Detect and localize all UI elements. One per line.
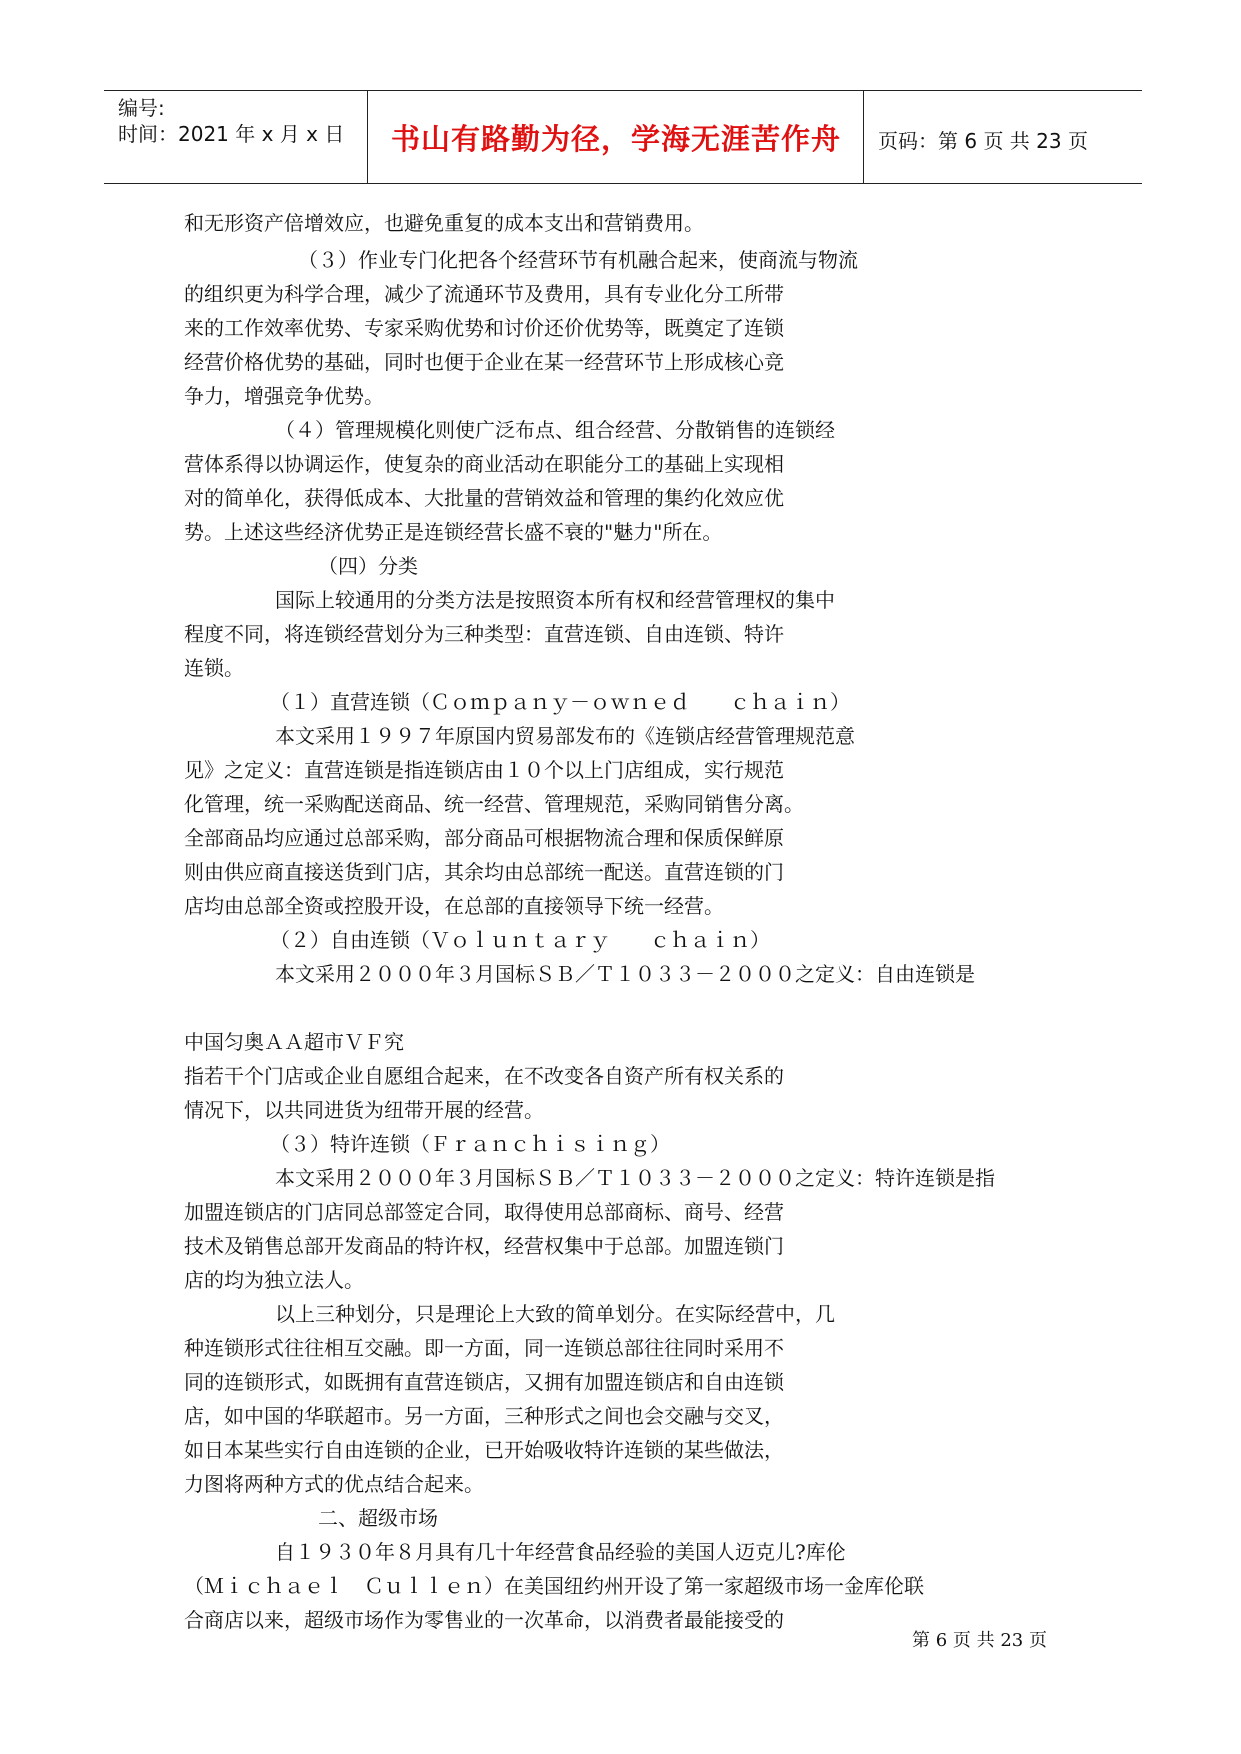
text-line: 的组织更为科学合理，减少了流通环节及费用，具有专业化分工所带 [184, 282, 784, 306]
header-page-code [864, 91, 1142, 183]
text-line: 和无形资产倍增效应，也避免重复的成本支出和营销费用。 [184, 211, 704, 235]
text-line: 自１９３０年８月具有几十年经营食品经验的美国人迈克儿?库伦 [275, 1540, 846, 1564]
text-line: 见》之定义：直营连锁是指连锁店由１０个以上门店组成，实行规范 [184, 758, 784, 782]
section-heading: （四）分类 [318, 554, 418, 578]
text-line: （Ｍｉｃｈａｅｌ Ｃｕｌｌｅｎ）在美国纽约州开设了第一家超级市场一金库伦联 [184, 1574, 924, 1598]
text-line: 以上三种划分，只是理论上大致的简单划分。在实际经营中，几 [275, 1302, 835, 1326]
header-motto [369, 91, 864, 183]
text-line: 指若干个门店或企业自愿组合起来，在不改变各自资产所有权关系的 [184, 1064, 784, 1088]
text-line: 同的连锁形式，如既拥有直营连锁店，又拥有加盟连锁店和自由连锁 [184, 1370, 784, 1394]
text-line: 店，如中国的华联超市。另一方面，三种形式之间也会交融与交叉， [184, 1404, 784, 1428]
text-line: 营体系得以协调运作，使复杂的商业活动在职能分工的基础上实现相 [184, 452, 784, 476]
text-line: 争力，增强竞争优势。 [184, 384, 384, 408]
text-line: 经营价格优势的基础，同时也便于企业在某一经营环节上形成核心竞 [184, 350, 784, 374]
text-line: 对的简单化，获得低成本、大批量的营销效益和管理的集约化效应优 [184, 486, 784, 510]
text-line: 店的均为独立法人。 [184, 1268, 364, 1292]
text-line: （１）直营连锁（Ｃｏｍｐａｎｙ－ｏｗｎｅｄ ｃｈａｉｎ） [270, 690, 850, 714]
text-line: 势。上述这些经济优势正是连锁经营长盛不衰的"魅力"所在。 [184, 520, 723, 544]
text-line: 本文采用２０００年３月国标ＳＢ／Ｔ１０３３－２０００之定义：自由连锁是 [275, 962, 975, 986]
page-footer: 第 6 页 共 23 页 [912, 1630, 1047, 1651]
text-line: 中国匀奥ＡＡ超市ＶＦ究 [184, 1030, 404, 1054]
text-line: 连锁。 [184, 656, 244, 680]
text-line: （２）自由连锁（Ｖｏｌｕｎｔａｒｙ ｃｈａｉｎ） [270, 928, 770, 952]
text-line: 情况下，以共同进货为纽带开展的经营。 [184, 1098, 544, 1122]
text-line: 全部商品均应通过总部采购，部分商品可根据物流合理和保质保鲜原 [184, 826, 784, 850]
text-line: 本文采用２０００年３月国标ＳＢ／Ｔ１０３３－２０００之定义：特许连锁是指 [275, 1166, 995, 1190]
text-line: 合商店以来，超级市场作为零售业的一次革命，以消费者最能接受的 [184, 1608, 784, 1632]
page-header [104, 90, 1142, 184]
text-line: （４）管理规模化则使广泛布点、组合经营、分散销售的连锁经 [275, 418, 835, 442]
text-line: 国际上较通用的分类方法是按照资本所有权和经营管理权的集中 [275, 588, 835, 612]
text-line: 化管理，统一采购配送商品、统一经营、管理规范，采购同销售分离。 [184, 792, 804, 816]
text-line: 如日本某些实行自由连锁的企业，已开始吸收特许连锁的某些做法， [184, 1438, 784, 1462]
text-line: 力图将两种方式的优点结合起来。 [184, 1472, 484, 1496]
text-line: 店均由总部全资或控股开设，在总部的直接领导下统一经营。 [184, 894, 724, 918]
text-line: 来的工作效率优势、专家采购优势和讨价还价优势等，既奠定了连锁 [184, 316, 784, 340]
number-label: 编号: [118, 96, 165, 120]
text-line: 技术及销售总部开发商品的特许权，经营权集中于总部。加盟连锁门 [184, 1234, 784, 1258]
text-line: 本文采用１９９７年原国内贸易部发布的《连锁店经营管理规范意 [275, 724, 855, 748]
text-line: 种连锁形式往往相互交融。即一方面，同一连锁总部往往同时采用不 [184, 1336, 784, 1360]
text-line: （３）特许连锁（Ｆｒａｎｃｈｉｓｉｎｇ） [270, 1132, 670, 1156]
page-code-text: 页码：第 6 页 共 23 页 [878, 129, 1088, 153]
time-label: 时间：2021 年 x 月 x 日 [118, 122, 345, 146]
text-line: （３）作业专门化把各个经营环节有机融合起来，使商流与物流 [298, 248, 858, 272]
text-line: 则由供应商直接送货到门店，其余均由总部统一配送。直营连锁的门 [184, 860, 784, 884]
text-line: 加盟连锁店的门店同总部签定合同，取得使用总部商标、商号、经营 [184, 1200, 784, 1224]
text-line: 程度不同，将连锁经营划分为三种类型：直营连锁、自由连锁、特许 [184, 622, 784, 646]
motto-text: 书山有路勤为径，学海无涯苦作舟 [390, 122, 841, 156]
header-meta [104, 91, 368, 183]
section-heading: 二、超级市场 [318, 1506, 438, 1530]
